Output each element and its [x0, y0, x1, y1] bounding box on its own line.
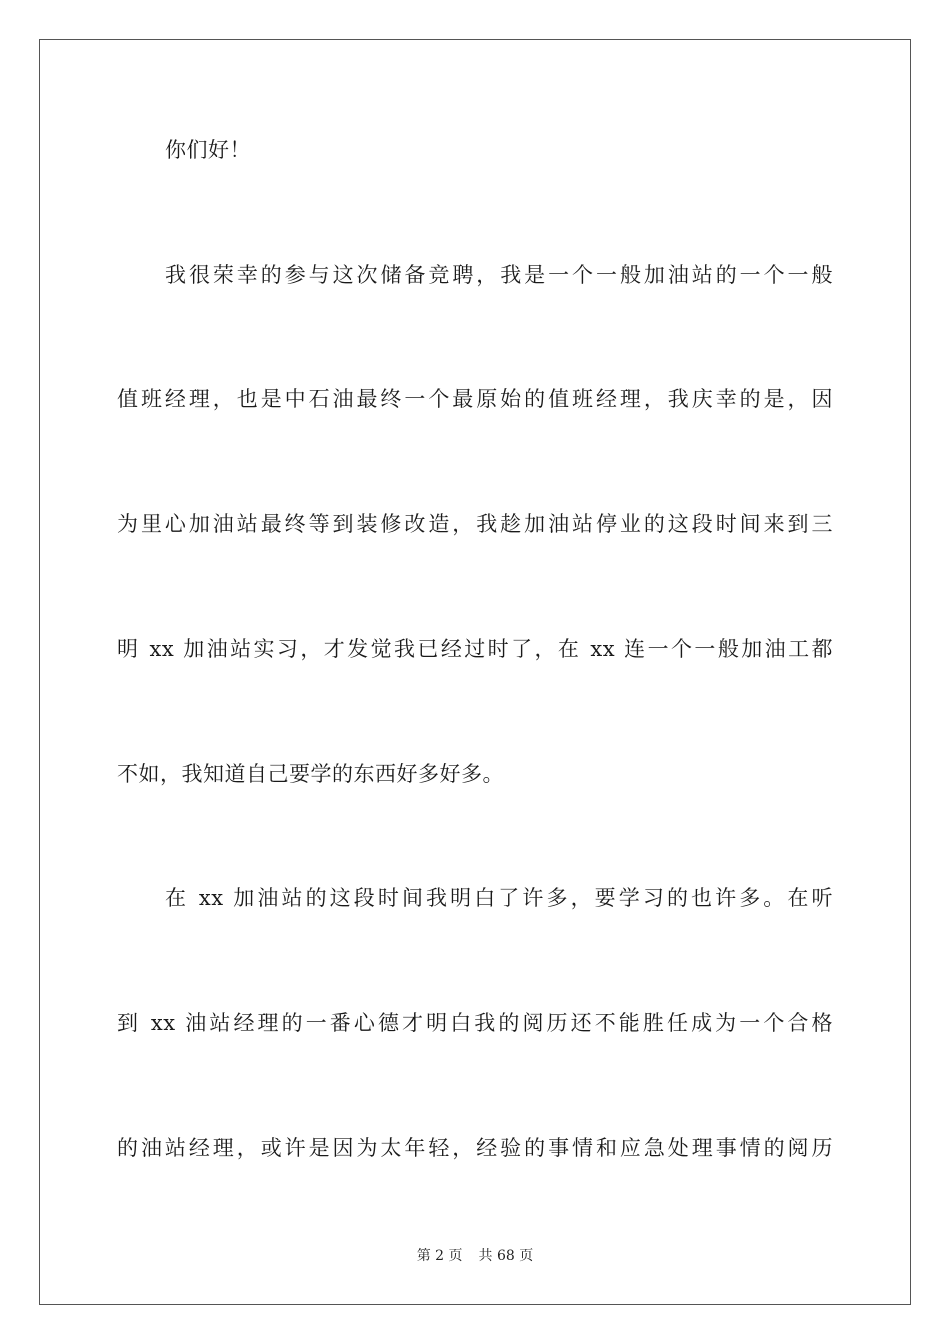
paragraph-1-line-1: 我很荣幸的参与这次储备竞聘，我是一个一般加油站的一个一般 [165, 263, 833, 287]
paragraph-2-line-1: 在 xx 加油站的这段时间我明白了许多，要学习的也许多。在听 [165, 886, 833, 910]
page-border [39, 39, 911, 1305]
paragraph-2-line-2: 到 xx 油站经理的一番心德才明白我的阅历还不能胜任成为一个合格 [117, 1011, 833, 1035]
paragraph-1-line-3: 为里心加油站最终等到装修改造，我趁加油站停业的这段时间来到三 [117, 512, 833, 536]
paragraph-1-line-5: 不如，我知道自己要学的东西好多好多。 [117, 762, 504, 786]
page-number: 第 2 页 [416, 1248, 463, 1264]
page-footer [0, 1247, 950, 1265]
paragraph-1-line-2: 值班经理，也是中石油最终一个最原始的值班经理，我庆幸的是，因 [117, 387, 833, 411]
greeting-line: 你们好！ [165, 138, 251, 162]
paragraph-1-line-4: 明 xx 加油站实习，才发觉我已经过时了，在 xx 连一个一般加油工都 [117, 637, 833, 661]
paragraph-2-line-3: 的油站经理，或许是因为太年轻，经验的事情和应急处理事情的阅历 [117, 1136, 833, 1160]
page-total: 共 68 页 [478, 1248, 534, 1264]
